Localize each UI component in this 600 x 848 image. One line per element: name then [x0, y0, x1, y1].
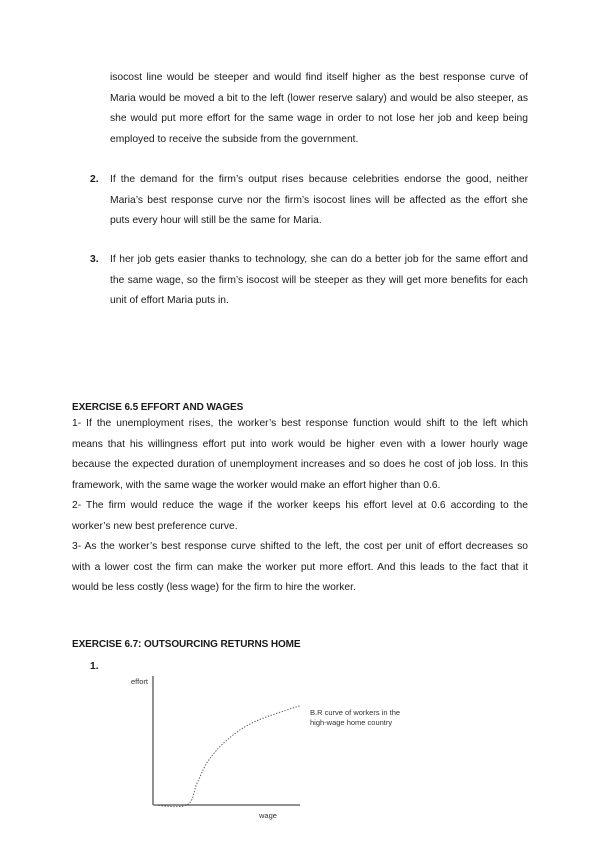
- exercise-6-5-point-3: 3- As the worker’s best response curve shifted to the left, the cost per unit of effort decreases so with a lower cost the firm can make the worker put more effort. And this leads to the fact that it would be less costly (less wage) for the firm to hire the worker.: [72, 541, 528, 593]
- list-number-2: 2.: [90, 174, 99, 185]
- continuation-paragraph: isocost line would be steeper and would find itself higher as the best response curve of Maria would be moved a bit to the left (lower reserve salary) and would be also steeper, as she would put more effort for the same wage in order to not lose her job and keep being employed to receive the subside from the government.: [110, 72, 528, 145]
- list-item-3-text: If her job gets easier thanks to technology, she can do a better job for the same effort and the same wage, so the firm’s isocost will be steeper as they will get more benefits for each unit of effort Maria puts in.: [110, 254, 528, 306]
- exercise-6-5-point-2: 2- The firm would reduce the wage if the worker keeps his effort level at 0.6 according to the worker’s new best preference curve.: [72, 500, 528, 532]
- exercise-6-7-heading: EXERCISE 6.7: OUTSOURCING RETURNS HOME: [72, 639, 301, 650]
- exercise-6-5-heading: EXERCISE 6.5 EFFORT AND WAGES: [72, 402, 244, 413]
- exercise-6-7-item-number: 1.: [90, 661, 99, 672]
- x-axis-label: wage: [259, 811, 277, 820]
- exercise-6-5-point-1: 1- If the unemployment rises, the worker’s best response function would shift to the left which means that his willingness effort put into work would be higher even with a lower hourly wage because the expected duration of unemployment increases and so does he cost of job loss. In this framework, with the same wage the worker would make an effort higher than 0.6.: [72, 418, 528, 491]
- list-number-3: 3.: [90, 254, 99, 265]
- list-item-2-text: If the demand for the firm’s output rises because celebrities endorse the good, neither Maria’s best response curve nor the firm’s isocost lines will be affected as the effort she puts every hour will still be the same for Maria.: [110, 174, 528, 226]
- y-axis-label: effort: [131, 677, 148, 686]
- legend-label-line-2: high-wage home country: [310, 718, 393, 727]
- br-curve-line: [153, 706, 300, 807]
- legend-label-line-1: B.R curve of workers in the: [310, 708, 401, 717]
